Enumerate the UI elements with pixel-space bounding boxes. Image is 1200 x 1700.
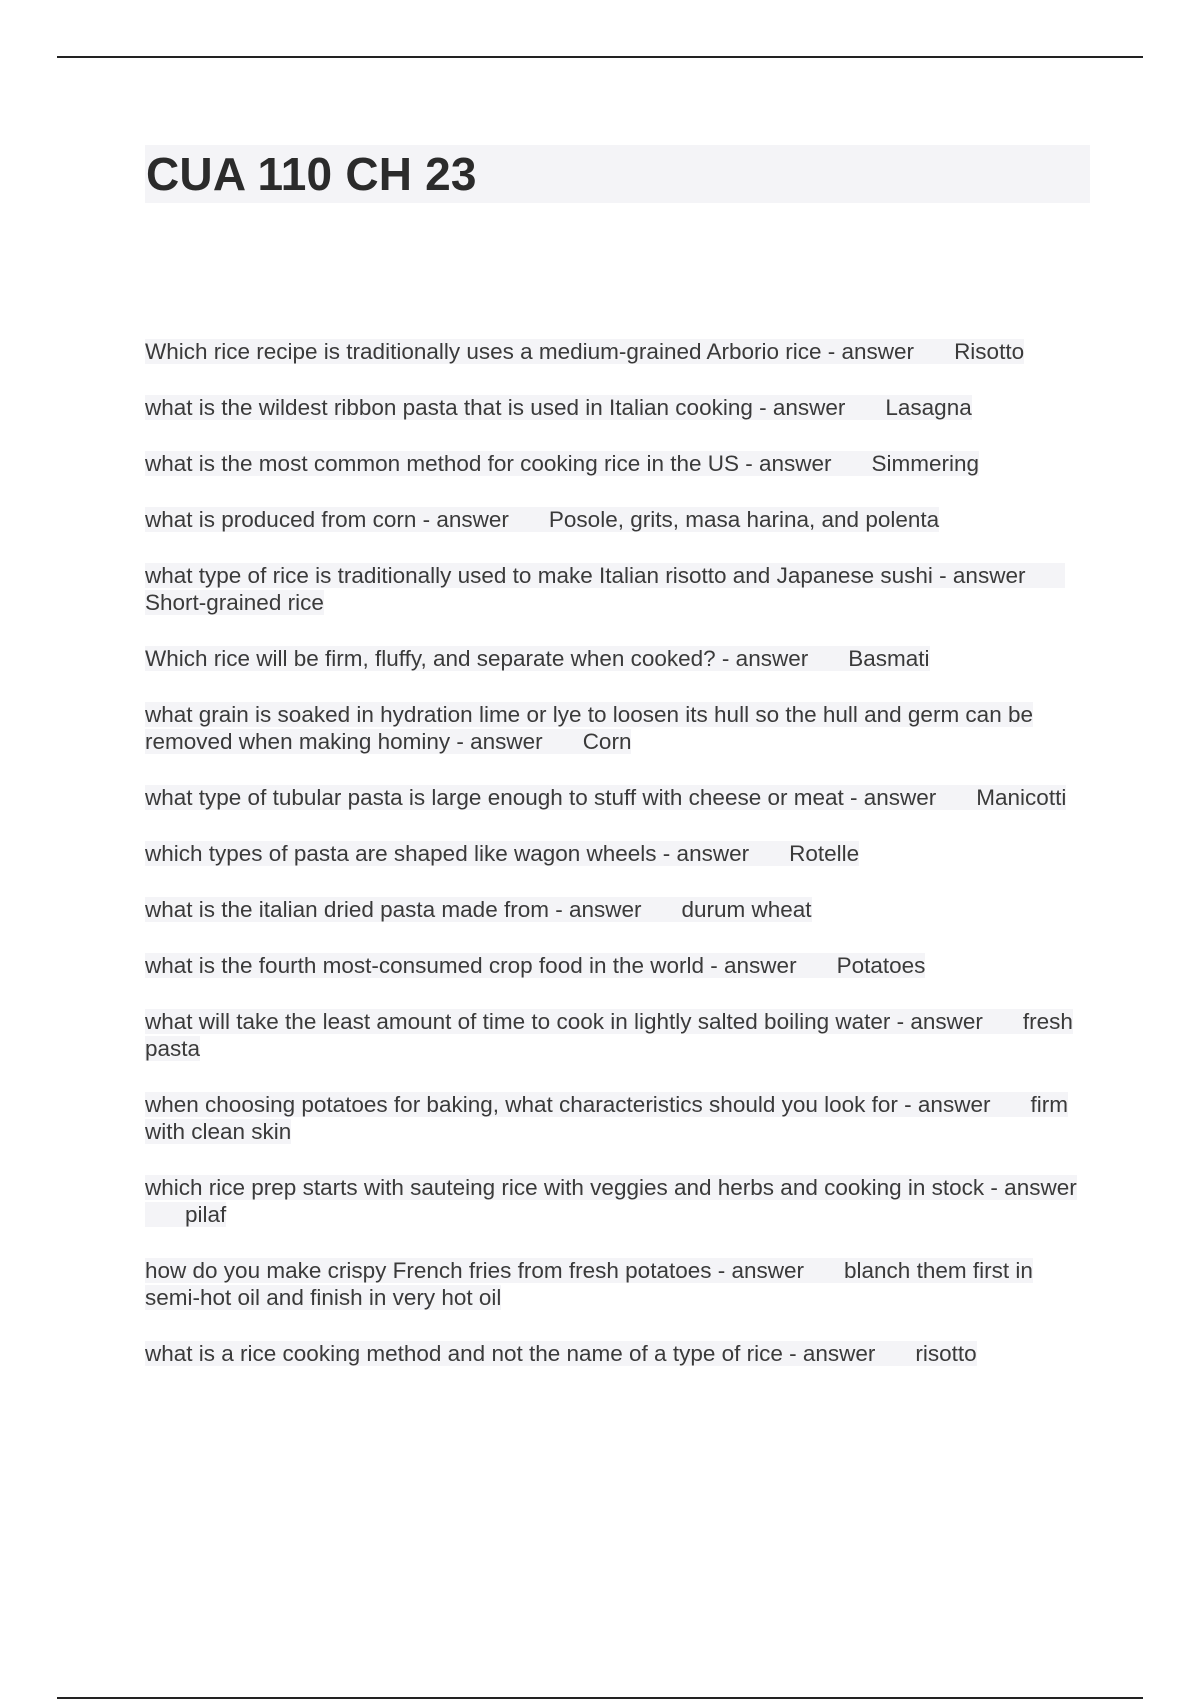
answer-text: Simmering (871, 451, 980, 476)
question-text: what is a rice cooking method and not the name of a type of rice - answer (145, 1341, 876, 1366)
qa-text (145, 451, 979, 476)
qa-item (145, 840, 1090, 867)
question-text: what is the italian dried pasta made from - answer (145, 897, 642, 922)
answer-text: durum wheat (681, 897, 812, 922)
answer-text: risotto (915, 1341, 977, 1366)
qa-item (145, 1008, 1090, 1062)
answer-text: Potatoes (836, 953, 926, 978)
question-text: which rice prep starts with sauteing rice with veggies and herbs and cooking in stock - answer (145, 1175, 1077, 1200)
qa-text (145, 563, 1065, 615)
qa-text (145, 1341, 977, 1366)
qa-item (145, 506, 1090, 533)
answer-text: Short-grained rice (145, 590, 324, 615)
qa-text (145, 646, 930, 671)
answer-text: Manicotti (976, 785, 1067, 810)
answer-text: Risotto (954, 339, 1025, 364)
qa-item (145, 1340, 1090, 1367)
qa-item (145, 562, 1090, 616)
answer-text: pilaf (185, 1202, 227, 1227)
qa-item (145, 394, 1090, 421)
answer-text: firm with clean skin (145, 1092, 1068, 1144)
question-text: what type of tubular pasta is large enough to stuff with cheese or meat - answer (145, 785, 937, 810)
qa-text (145, 395, 972, 420)
answer-text: Basmati (848, 646, 930, 671)
qa-text (145, 897, 812, 922)
qa-text (145, 339, 1024, 364)
bottom-divider (57, 1697, 1143, 1699)
question-text: Which rice recipe is traditionally uses a medium-grained Arborio rice - answer (145, 339, 915, 364)
qa-item (145, 450, 1090, 477)
qa-text (145, 1009, 1073, 1061)
answer-text: Rotelle (789, 841, 860, 866)
qa-item (145, 1091, 1090, 1145)
question-text: Which rice will be firm, fluffy, and separate when cooked? - answer (145, 646, 809, 671)
qa-item (145, 1174, 1090, 1228)
answer-text: Posole, grits, masa harina, and polenta (548, 507, 940, 532)
qa-text (145, 841, 859, 866)
qa-item (145, 645, 1090, 672)
qa-item (145, 338, 1090, 365)
qa-item (145, 1257, 1090, 1311)
question-text: what is the fourth most-consumed crop food in the world - answer (145, 953, 797, 978)
answer-text: Corn (582, 729, 632, 754)
qa-text (145, 785, 1066, 810)
answer-text: blanch them first in semi-hot oil and finish in very hot oil (145, 1258, 1033, 1310)
question-text: what is the wildest ribbon pasta that is used in Italian cooking - answer (145, 395, 846, 420)
qa-item (145, 784, 1090, 811)
qa-item (145, 701, 1090, 755)
page-title: CUA 110 CH 23 (146, 148, 477, 200)
qa-text (145, 1175, 1077, 1227)
qa-list (145, 338, 1090, 1396)
qa-text (145, 702, 1033, 754)
question-text: how do you make crispy French fries from fresh potatoes - answer (145, 1258, 805, 1283)
qa-text (145, 1258, 1033, 1310)
qa-text (145, 507, 939, 532)
qa-text (145, 953, 925, 978)
qa-item (145, 952, 1090, 979)
question-text: what will take the least amount of time to cook in lightly salted boiling water - answer (145, 1009, 983, 1034)
question-text: which types of pasta are shaped like wagon wheels - answer (145, 841, 750, 866)
question-text: what is the most common method for cooking rice in the US - answer (145, 451, 832, 476)
question-text: what grain is soaked in hydration lime or lye to loosen its hull so the hull and germ can be removed when making hominy - answer (145, 702, 1033, 754)
question-text: what type of rice is traditionally used to make Italian risotto and Japanese sushi - answer (145, 563, 1026, 588)
qa-item (145, 896, 1090, 923)
question-text: when choosing potatoes for baking, what characteristics should you look for - answer (145, 1092, 991, 1117)
answer-text: Lasagna (885, 395, 972, 420)
question-text: what is produced from corn - answer (145, 507, 509, 532)
answer-text: fresh pasta (145, 1009, 1073, 1061)
top-divider (57, 56, 1143, 58)
qa-text (145, 1092, 1068, 1144)
